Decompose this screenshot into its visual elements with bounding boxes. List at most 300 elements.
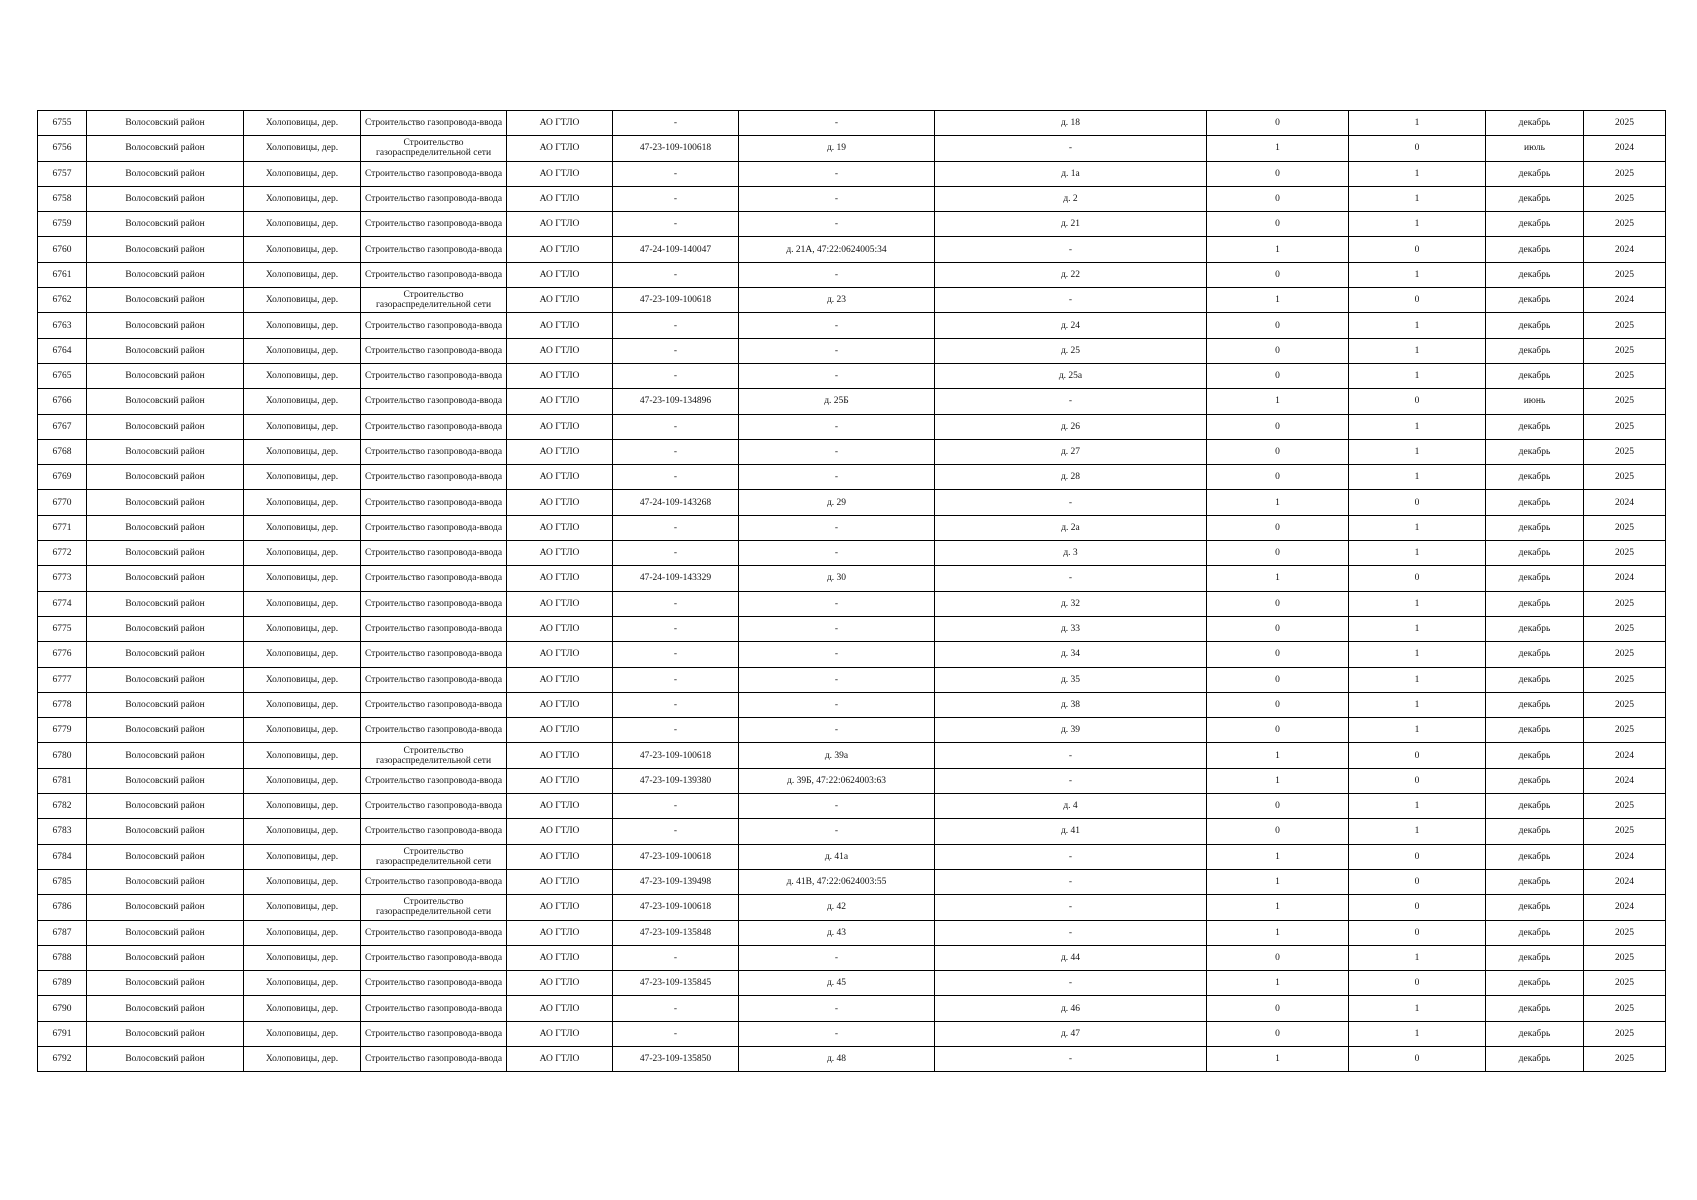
count-a-cell: 0 — [1207, 591, 1349, 616]
month-cell: декабрь — [1486, 288, 1584, 313]
work-type-cell: Строительство газопровода-ввода — [361, 313, 507, 338]
house-address-cell: - — [935, 743, 1207, 768]
table-row — [38, 389, 1666, 414]
permit-number-cell: - — [613, 414, 739, 439]
work-type-cell: Строительство газопровода-ввода — [361, 414, 507, 439]
work-type-cell: Строительство газопровода-ввода — [361, 541, 507, 566]
work-type-cell: Строительство газопровода-ввода — [361, 338, 507, 363]
house-address-cell: - — [935, 1046, 1207, 1071]
settlement-cell: Холоповицы, дер. — [244, 111, 361, 136]
address-cadastral-cell: д. 25Б — [739, 389, 935, 414]
month-cell: июнь — [1486, 389, 1584, 414]
table-row — [38, 743, 1666, 768]
work-type-cell: Строительство газораспределительной сети — [361, 743, 507, 768]
house-address-cell: - — [935, 389, 1207, 414]
table-row — [38, 1021, 1666, 1046]
month-cell: декабрь — [1486, 212, 1584, 237]
row-number-cell: 6761 — [38, 262, 87, 287]
settlement-cell: Холоповицы, дер. — [244, 186, 361, 211]
count-a-cell: 1 — [1207, 490, 1349, 515]
work-type-cell: Строительство газораспределительной сети — [361, 288, 507, 313]
table-row — [38, 439, 1666, 464]
permit-number-cell: - — [613, 692, 739, 717]
month-cell: декабрь — [1486, 895, 1584, 920]
month-cell: декабрь — [1486, 515, 1584, 540]
address-cadastral-cell: д. 42 — [739, 895, 935, 920]
row-number-cell: 6777 — [38, 667, 87, 692]
count-a-cell: 0 — [1207, 161, 1349, 186]
district-cell: Волосовский район — [87, 895, 244, 920]
table-row — [38, 616, 1666, 641]
house-address-cell: д. 2 — [935, 186, 1207, 211]
organization-cell: АО ГТЛО — [507, 945, 613, 970]
permit-number-cell: - — [613, 667, 739, 692]
count-a-cell: 0 — [1207, 212, 1349, 237]
table-row — [38, 895, 1666, 920]
row-number-cell: 6785 — [38, 869, 87, 894]
permit-number-cell: - — [613, 996, 739, 1021]
organization-cell: АО ГТЛО — [507, 212, 613, 237]
organization-cell: АО ГТЛО — [507, 363, 613, 388]
count-a-cell: 0 — [1207, 541, 1349, 566]
organization-cell: АО ГТЛО — [507, 895, 613, 920]
house-address-cell: д. 1а — [935, 161, 1207, 186]
district-cell: Волосовский район — [87, 439, 244, 464]
count-b-cell: 1 — [1349, 1021, 1486, 1046]
year-cell: 2024 — [1584, 844, 1666, 869]
count-a-cell: 0 — [1207, 616, 1349, 641]
count-b-cell: 0 — [1349, 237, 1486, 262]
house-address-cell: д. 18 — [935, 111, 1207, 136]
row-number-cell: 6764 — [38, 338, 87, 363]
row-number-cell: 6760 — [38, 237, 87, 262]
year-cell: 2025 — [1584, 515, 1666, 540]
year-cell: 2025 — [1584, 1046, 1666, 1071]
table-row — [38, 794, 1666, 819]
table-row — [38, 490, 1666, 515]
count-b-cell: 0 — [1349, 136, 1486, 161]
table-row — [38, 819, 1666, 844]
settlement-cell: Холоповицы, дер. — [244, 768, 361, 793]
work-type-cell: Строительство газопровода-ввода — [361, 111, 507, 136]
month-cell: декабрь — [1486, 869, 1584, 894]
count-b-cell: 1 — [1349, 591, 1486, 616]
district-cell: Волосовский район — [87, 1021, 244, 1046]
count-b-cell: 1 — [1349, 996, 1486, 1021]
count-a-cell: 0 — [1207, 1021, 1349, 1046]
row-number-cell: 6790 — [38, 996, 87, 1021]
row-number-cell: 6784 — [38, 844, 87, 869]
organization-cell: АО ГТЛО — [507, 996, 613, 1021]
district-cell: Волосовский район — [87, 667, 244, 692]
settlement-cell: Холоповицы, дер. — [244, 338, 361, 363]
organization-cell: АО ГТЛО — [507, 161, 613, 186]
permit-number-cell: - — [613, 794, 739, 819]
permit-number-cell: - — [613, 591, 739, 616]
year-cell: 2025 — [1584, 718, 1666, 743]
work-type-cell: Строительство газопровода-ввода — [361, 996, 507, 1021]
count-a-cell: 0 — [1207, 363, 1349, 388]
table-row — [38, 288, 1666, 313]
address-cadastral-cell: - — [739, 692, 935, 717]
house-address-cell: д. 25 — [935, 338, 1207, 363]
table-row — [38, 566, 1666, 591]
month-cell: декабрь — [1486, 616, 1584, 641]
house-address-cell: д. 38 — [935, 692, 1207, 717]
organization-cell: АО ГТЛО — [507, 616, 613, 641]
settlement-cell: Холоповицы, дер. — [244, 363, 361, 388]
year-cell: 2024 — [1584, 136, 1666, 161]
table-row — [38, 667, 1666, 692]
organization-cell: АО ГТЛО — [507, 186, 613, 211]
month-cell: декабрь — [1486, 1021, 1584, 1046]
count-b-cell: 0 — [1349, 869, 1486, 894]
count-b-cell: 1 — [1349, 642, 1486, 667]
year-cell: 2024 — [1584, 743, 1666, 768]
month-cell: декабрь — [1486, 186, 1584, 211]
count-b-cell: 1 — [1349, 616, 1486, 641]
year-cell: 2025 — [1584, 819, 1666, 844]
year-cell: 2024 — [1584, 288, 1666, 313]
address-cadastral-cell: - — [739, 642, 935, 667]
count-a-cell: 1 — [1207, 920, 1349, 945]
house-address-cell: д. 39 — [935, 718, 1207, 743]
row-number-cell: 6772 — [38, 541, 87, 566]
month-cell: декабрь — [1486, 996, 1584, 1021]
month-cell: декабрь — [1486, 363, 1584, 388]
year-cell: 2025 — [1584, 616, 1666, 641]
work-type-cell: Строительство газопровода-ввода — [361, 718, 507, 743]
count-a-cell: 1 — [1207, 844, 1349, 869]
settlement-cell: Холоповицы, дер. — [244, 237, 361, 262]
row-number-cell: 6759 — [38, 212, 87, 237]
organization-cell: АО ГТЛО — [507, 439, 613, 464]
district-cell: Волосовский район — [87, 262, 244, 287]
year-cell: 2025 — [1584, 1021, 1666, 1046]
organization-cell: АО ГТЛО — [507, 237, 613, 262]
settlement-cell: Холоповицы, дер. — [244, 945, 361, 970]
row-number-cell: 6786 — [38, 895, 87, 920]
year-cell: 2025 — [1584, 439, 1666, 464]
row-number-cell: 6773 — [38, 566, 87, 591]
table-row — [38, 515, 1666, 540]
permit-number-cell: - — [613, 111, 739, 136]
year-cell: 2024 — [1584, 490, 1666, 515]
address-cadastral-cell: д. 39Б, 47:22:0624003:63 — [739, 768, 935, 793]
table-row — [38, 718, 1666, 743]
organization-cell: АО ГТЛО — [507, 718, 613, 743]
house-address-cell: д. 35 — [935, 667, 1207, 692]
table-row — [38, 262, 1666, 287]
permit-number-cell: - — [613, 541, 739, 566]
settlement-cell: Холоповицы, дер. — [244, 895, 361, 920]
organization-cell: АО ГТЛО — [507, 743, 613, 768]
count-a-cell: 0 — [1207, 996, 1349, 1021]
count-b-cell: 1 — [1349, 439, 1486, 464]
month-cell: декабрь — [1486, 338, 1584, 363]
row-number-cell: 6775 — [38, 616, 87, 641]
year-cell: 2025 — [1584, 212, 1666, 237]
permit-number-cell: - — [613, 515, 739, 540]
district-cell: Волосовский район — [87, 541, 244, 566]
month-cell: декабрь — [1486, 844, 1584, 869]
permit-number-cell: 47-23-109-134896 — [613, 389, 739, 414]
count-b-cell: 0 — [1349, 743, 1486, 768]
count-a-cell: 0 — [1207, 515, 1349, 540]
row-number-cell: 6765 — [38, 363, 87, 388]
count-a-cell: 0 — [1207, 667, 1349, 692]
address-cadastral-cell: - — [739, 819, 935, 844]
count-b-cell: 1 — [1349, 111, 1486, 136]
year-cell: 2024 — [1584, 566, 1666, 591]
table-row — [38, 869, 1666, 894]
count-b-cell: 0 — [1349, 971, 1486, 996]
address-cadastral-cell: - — [739, 363, 935, 388]
address-cadastral-cell: - — [739, 515, 935, 540]
permit-number-cell: - — [613, 642, 739, 667]
table-row — [38, 313, 1666, 338]
count-b-cell: 1 — [1349, 338, 1486, 363]
permit-number-cell: - — [613, 718, 739, 743]
settlement-cell: Холоповицы, дер. — [244, 692, 361, 717]
work-type-cell: Строительство газопровода-ввода — [361, 945, 507, 970]
work-type-cell: Строительство газораспределительной сети — [361, 844, 507, 869]
count-b-cell: 1 — [1349, 313, 1486, 338]
work-type-cell: Строительство газопровода-ввода — [361, 1046, 507, 1071]
count-a-cell: 1 — [1207, 971, 1349, 996]
district-cell: Волосовский район — [87, 490, 244, 515]
count-a-cell: 0 — [1207, 819, 1349, 844]
year-cell: 2025 — [1584, 996, 1666, 1021]
row-number-cell: 6776 — [38, 642, 87, 667]
house-address-cell: - — [935, 895, 1207, 920]
count-b-cell: 1 — [1349, 414, 1486, 439]
address-cadastral-cell: - — [739, 945, 935, 970]
district-cell: Волосовский район — [87, 743, 244, 768]
work-type-cell: Строительство газопровода-ввода — [361, 920, 507, 945]
house-address-cell: д. 2а — [935, 515, 1207, 540]
permit-number-cell: 47-24-109-140047 — [613, 237, 739, 262]
district-cell: Волосовский район — [87, 616, 244, 641]
house-address-cell: - — [935, 869, 1207, 894]
work-type-cell: Строительство газопровода-ввода — [361, 794, 507, 819]
count-b-cell: 1 — [1349, 161, 1486, 186]
settlement-cell: Холоповицы, дер. — [244, 920, 361, 945]
work-type-cell: Строительство газопровода-ввода — [361, 186, 507, 211]
settlement-cell: Холоповицы, дер. — [244, 718, 361, 743]
month-cell: декабрь — [1486, 920, 1584, 945]
permit-number-cell: - — [613, 439, 739, 464]
organization-cell: АО ГТЛО — [507, 591, 613, 616]
work-type-cell: Строительство газопровода-ввода — [361, 971, 507, 996]
house-address-cell: д. 32 — [935, 591, 1207, 616]
organization-cell: АО ГТЛО — [507, 768, 613, 793]
organization-cell: АО ГТЛО — [507, 869, 613, 894]
count-b-cell: 0 — [1349, 490, 1486, 515]
work-type-cell: Строительство газопровода-ввода — [361, 616, 507, 641]
table-row — [38, 692, 1666, 717]
year-cell: 2025 — [1584, 541, 1666, 566]
address-cadastral-cell: - — [739, 616, 935, 641]
count-a-cell: 0 — [1207, 642, 1349, 667]
permit-number-cell: - — [613, 186, 739, 211]
address-cadastral-cell: д. 21А, 47:22:0624005:34 — [739, 237, 935, 262]
district-cell: Волосовский район — [87, 338, 244, 363]
row-number-cell: 6781 — [38, 768, 87, 793]
settlement-cell: Холоповицы, дер. — [244, 667, 361, 692]
table-row — [38, 1046, 1666, 1071]
row-number-cell: 6789 — [38, 971, 87, 996]
month-cell: декабрь — [1486, 743, 1584, 768]
address-cadastral-cell: - — [739, 465, 935, 490]
work-type-cell: Строительство газораспределительной сети — [361, 136, 507, 161]
work-type-cell: Строительство газопровода-ввода — [361, 161, 507, 186]
work-type-cell: Строительство газораспределительной сети — [361, 895, 507, 920]
count-b-cell: 1 — [1349, 692, 1486, 717]
year-cell: 2025 — [1584, 667, 1666, 692]
count-a-cell: 0 — [1207, 414, 1349, 439]
house-address-cell: - — [935, 490, 1207, 515]
year-cell: 2025 — [1584, 389, 1666, 414]
count-a-cell: 0 — [1207, 111, 1349, 136]
address-cadastral-cell: д. 39а — [739, 743, 935, 768]
settlement-cell: Холоповицы, дер. — [244, 465, 361, 490]
house-address-cell: - — [935, 971, 1207, 996]
month-cell: декабрь — [1486, 692, 1584, 717]
table-row — [38, 642, 1666, 667]
work-type-cell: Строительство газопровода-ввода — [361, 819, 507, 844]
month-cell: декабрь — [1486, 945, 1584, 970]
permit-number-cell: - — [613, 313, 739, 338]
work-type-cell: Строительство газопровода-ввода — [361, 1021, 507, 1046]
month-cell: декабрь — [1486, 237, 1584, 262]
row-number-cell: 6780 — [38, 743, 87, 768]
count-a-cell: 0 — [1207, 262, 1349, 287]
count-b-cell: 0 — [1349, 895, 1486, 920]
organization-cell: АО ГТЛО — [507, 541, 613, 566]
row-number-cell: 6758 — [38, 186, 87, 211]
table-row — [38, 920, 1666, 945]
address-cadastral-cell: - — [739, 414, 935, 439]
organization-cell: АО ГТЛО — [507, 490, 613, 515]
row-number-cell: 6774 — [38, 591, 87, 616]
work-type-cell: Строительство газопровода-ввода — [361, 237, 507, 262]
count-b-cell: 1 — [1349, 794, 1486, 819]
organization-cell: АО ГТЛО — [507, 338, 613, 363]
count-a-cell: 1 — [1207, 895, 1349, 920]
address-cadastral-cell: д. 45 — [739, 971, 935, 996]
row-number-cell: 6767 — [38, 414, 87, 439]
table-row — [38, 186, 1666, 211]
year-cell: 2024 — [1584, 895, 1666, 920]
permit-number-cell: 47-23-109-139498 — [613, 869, 739, 894]
count-b-cell: 1 — [1349, 945, 1486, 970]
work-type-cell: Строительство газопровода-ввода — [361, 692, 507, 717]
year-cell: 2024 — [1584, 869, 1666, 894]
address-cadastral-cell: - — [739, 161, 935, 186]
count-b-cell: 1 — [1349, 262, 1486, 287]
district-cell: Волосовский район — [87, 844, 244, 869]
month-cell: декабрь — [1486, 313, 1584, 338]
count-a-cell: 0 — [1207, 186, 1349, 211]
address-cadastral-cell: - — [739, 591, 935, 616]
address-cadastral-cell: - — [739, 111, 935, 136]
address-cadastral-cell: - — [739, 541, 935, 566]
permit-number-cell: 47-24-109-143329 — [613, 566, 739, 591]
district-cell: Волосовский район — [87, 996, 244, 1021]
year-cell: 2025 — [1584, 465, 1666, 490]
year-cell: 2025 — [1584, 945, 1666, 970]
work-type-cell: Строительство газопровода-ввода — [361, 490, 507, 515]
month-cell: июль — [1486, 136, 1584, 161]
permit-number-cell: - — [613, 262, 739, 287]
district-cell: Волосовский район — [87, 465, 244, 490]
settlement-cell: Холоповицы, дер. — [244, 1046, 361, 1071]
count-b-cell: 1 — [1349, 515, 1486, 540]
year-cell: 2025 — [1584, 161, 1666, 186]
settlement-cell: Холоповицы, дер. — [244, 1021, 361, 1046]
address-cadastral-cell: д. 30 — [739, 566, 935, 591]
address-cadastral-cell: д. 41В, 47:22:0624003:55 — [739, 869, 935, 894]
month-cell: декабрь — [1486, 541, 1584, 566]
organization-cell: АО ГТЛО — [507, 389, 613, 414]
address-cadastral-cell: - — [739, 667, 935, 692]
row-number-cell: 6769 — [38, 465, 87, 490]
month-cell: декабрь — [1486, 971, 1584, 996]
district-cell: Волосовский район — [87, 389, 244, 414]
month-cell: декабрь — [1486, 414, 1584, 439]
row-number-cell: 6792 — [38, 1046, 87, 1071]
table-row — [38, 768, 1666, 793]
house-address-cell: д. 47 — [935, 1021, 1207, 1046]
count-a-cell: 1 — [1207, 743, 1349, 768]
address-cadastral-cell: - — [739, 1021, 935, 1046]
settlement-cell: Холоповицы, дер. — [244, 996, 361, 1021]
settlement-cell: Холоповицы, дер. — [244, 439, 361, 464]
district-cell: Волосовский район — [87, 819, 244, 844]
table-row — [38, 363, 1666, 388]
table-row — [38, 414, 1666, 439]
address-cadastral-cell: - — [739, 186, 935, 211]
count-a-cell: 0 — [1207, 313, 1349, 338]
organization-cell: АО ГТЛО — [507, 692, 613, 717]
year-cell: 2025 — [1584, 186, 1666, 211]
count-b-cell: 0 — [1349, 288, 1486, 313]
permit-number-cell: - — [613, 1021, 739, 1046]
district-cell: Волосовский район — [87, 794, 244, 819]
count-b-cell: 1 — [1349, 465, 1486, 490]
count-a-cell: 0 — [1207, 945, 1349, 970]
permit-number-cell: - — [613, 465, 739, 490]
year-cell: 2025 — [1584, 794, 1666, 819]
organization-cell: АО ГТЛО — [507, 111, 613, 136]
organization-cell: АО ГТЛО — [507, 566, 613, 591]
work-type-cell: Строительство газопровода-ввода — [361, 212, 507, 237]
house-address-cell: д. 22 — [935, 262, 1207, 287]
permit-number-cell: 47-23-109-100618 — [613, 895, 739, 920]
year-cell: 2025 — [1584, 591, 1666, 616]
address-cadastral-cell: - — [739, 338, 935, 363]
address-cadastral-cell: - — [739, 313, 935, 338]
table-row — [38, 844, 1666, 869]
house-address-cell: - — [935, 920, 1207, 945]
organization-cell: АО ГТЛО — [507, 262, 613, 287]
data-table — [37, 110, 1666, 1072]
address-cadastral-cell: - — [739, 439, 935, 464]
month-cell: декабрь — [1486, 642, 1584, 667]
count-a-cell: 1 — [1207, 1046, 1349, 1071]
month-cell: декабрь — [1486, 819, 1584, 844]
